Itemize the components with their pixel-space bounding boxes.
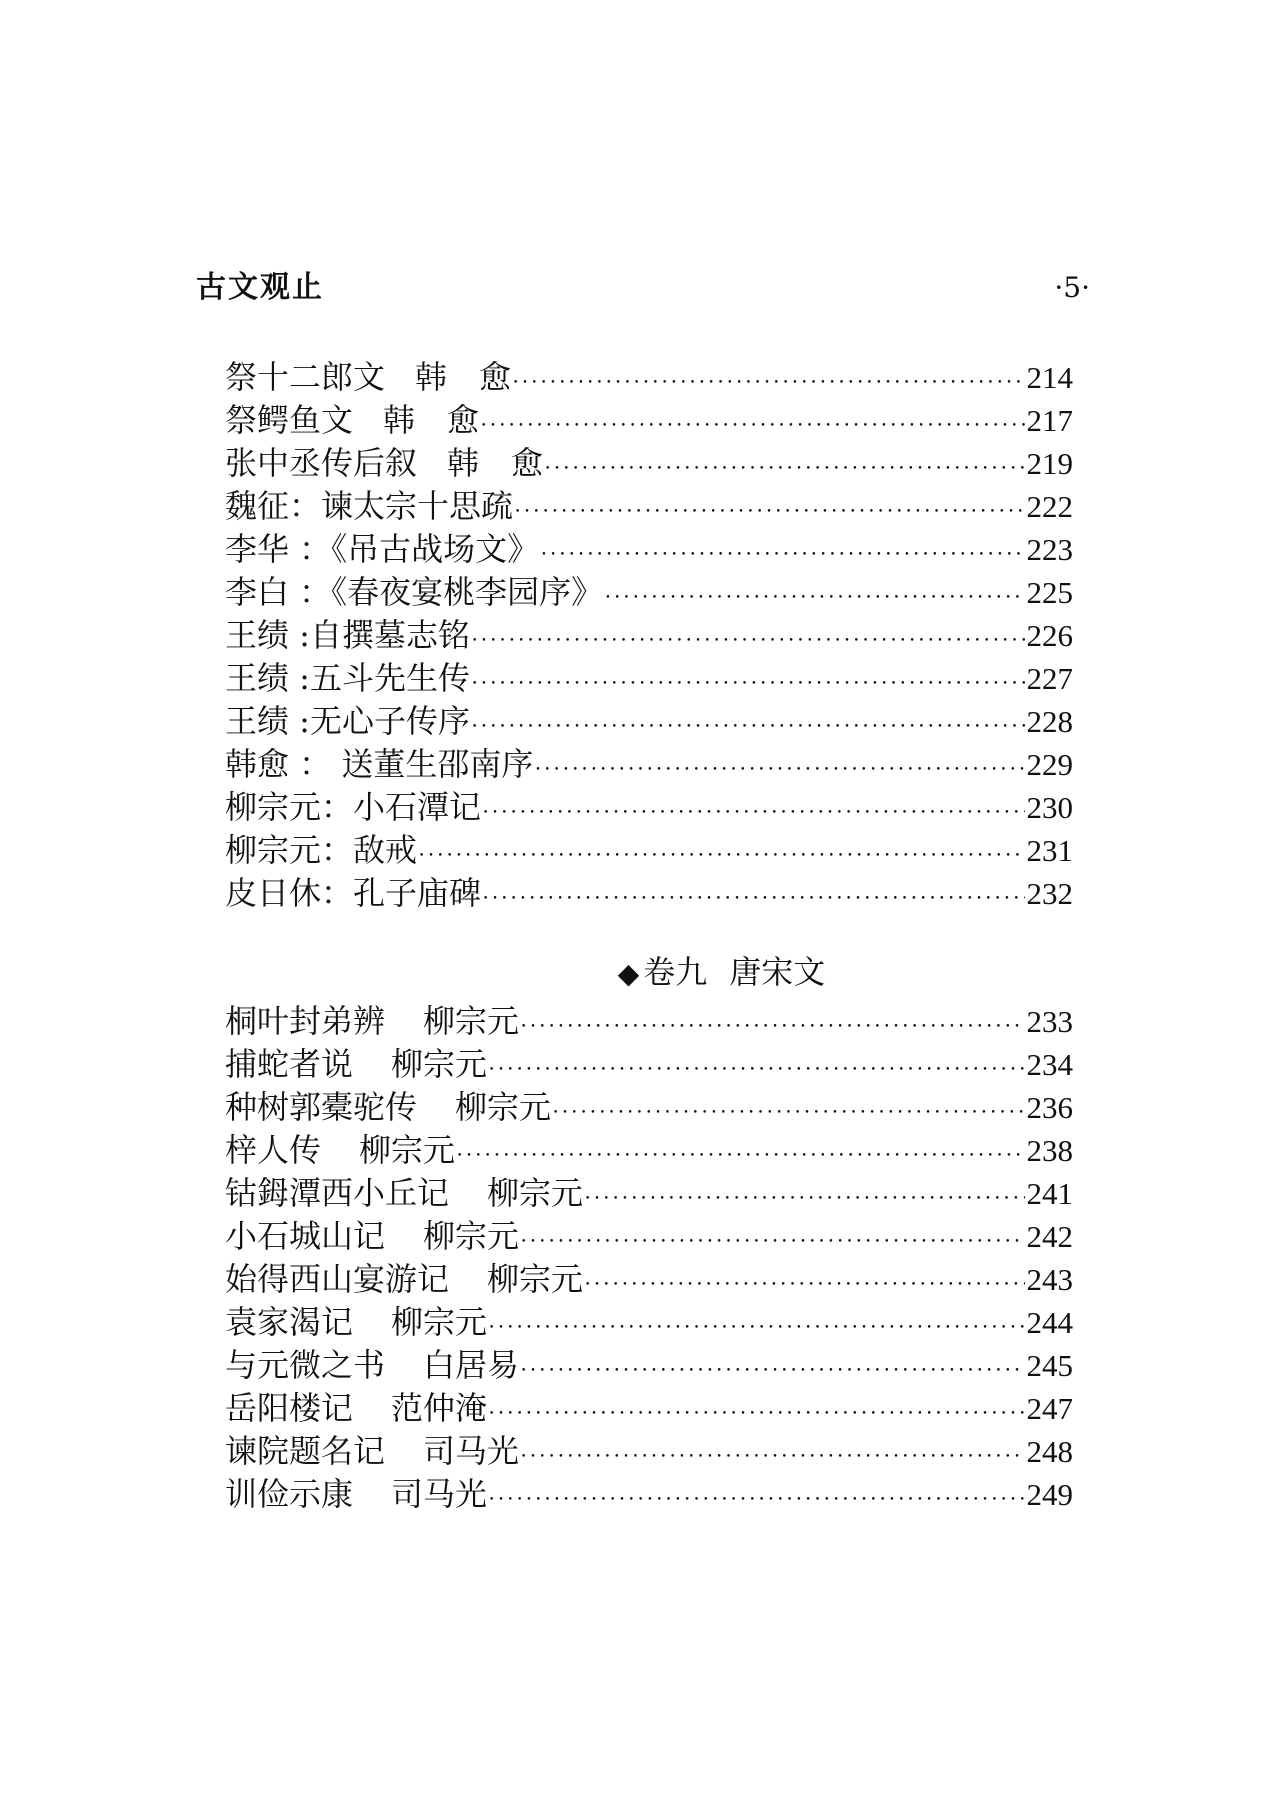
- dot-leader: [472, 615, 1025, 663]
- toc-entry[interactable]: [225, 1258, 1073, 1301]
- toc-entry[interactable]: [225, 1301, 1073, 1344]
- toc-entry-page: 249: [1026, 1477, 1073, 1512]
- toc-entry-author: 韩 愈: [447, 444, 544, 482]
- toc-entry-title: 梓人传: [225, 1131, 322, 1169]
- toc-entry-page: 243: [1026, 1262, 1073, 1297]
- toc-entry[interactable]: [225, 872, 1073, 915]
- dot-leader: [489, 1474, 1024, 1522]
- toc-entry[interactable]: [225, 356, 1073, 399]
- toc-entry[interactable]: [225, 614, 1073, 657]
- dot-leader: [521, 1345, 1024, 1393]
- toc-entry-page: 217: [1026, 403, 1073, 438]
- toc-entry-author: 白居易: [423, 1346, 520, 1384]
- toc-entry-title: 李华 ：《吊古战场文》: [225, 530, 540, 568]
- toc-entry-page: 233: [1026, 1004, 1073, 1039]
- dot-leader: [481, 400, 1024, 448]
- toc-entry-title: 岳阳楼记: [225, 1389, 354, 1427]
- dot-leader: [521, 1431, 1024, 1479]
- toc-entry-page: 223: [1026, 532, 1073, 567]
- toc-entry-page: 225: [1026, 575, 1073, 610]
- toc-entry[interactable]: [225, 786, 1073, 829]
- toc-entry-title: 与元微之书: [225, 1346, 386, 1384]
- dot-leader: [472, 701, 1025, 749]
- toc-entry-page: 248: [1026, 1434, 1073, 1469]
- toc-entry-author: 柳宗元: [487, 1174, 584, 1212]
- toc-entry[interactable]: [225, 1043, 1073, 1086]
- toc-entry-title: 训俭示康: [225, 1475, 354, 1513]
- toc-entry[interactable]: [225, 1215, 1073, 1258]
- toc-entry[interactable]: [225, 571, 1073, 614]
- toc-entry-title: 柳宗元：敌戒: [225, 831, 418, 869]
- toc-entry-title: 柳宗元：小石潭记: [225, 788, 482, 826]
- toc-entry-page: 227: [1026, 661, 1073, 696]
- toc-entry-page: 230: [1026, 790, 1073, 825]
- dot-leader: [605, 572, 1024, 620]
- toc-entry[interactable]: [225, 700, 1073, 743]
- toc-entry-title: 祭十二郎文: [225, 358, 386, 396]
- toc-entry-page: 214: [1026, 360, 1073, 395]
- dot-leader: [521, 1001, 1024, 1049]
- toc-entry-page: 222: [1026, 489, 1073, 524]
- toc-entry-title: 皮日休：孔子庙碑: [225, 874, 482, 912]
- dot-leader: [541, 529, 1024, 577]
- toc-entry-page: 241: [1026, 1176, 1073, 1211]
- toc-entry-page: 226: [1026, 618, 1073, 653]
- dot-leader: [513, 357, 1024, 405]
- toc-entry-author: 司马光: [423, 1432, 520, 1470]
- dot-leader: [585, 1173, 1024, 1221]
- dot-leader: [553, 1087, 1024, 1135]
- dot-leader: [457, 1130, 1024, 1178]
- section-name: 唐宋文: [729, 953, 826, 991]
- dot-leader: [535, 744, 1024, 792]
- book-title: 古文观止: [196, 270, 324, 305]
- toc-entry[interactable]: [225, 1344, 1073, 1387]
- toc-entry-title: 小石城山记: [225, 1217, 386, 1255]
- toc-entry-author: 柳宗元: [423, 1002, 520, 1040]
- toc-entry-page: 236: [1026, 1090, 1073, 1125]
- page-number: ·5·: [1054, 271, 1090, 304]
- toc-entry-page: 242: [1026, 1219, 1073, 1254]
- toc-entry-title: 始得西山宴游记: [225, 1260, 450, 1298]
- toc-list-part1: [225, 356, 1073, 915]
- dot-leader: [419, 830, 1024, 878]
- toc-entry-title: 魏征：谏太宗十思疏: [225, 487, 514, 525]
- toc-entry-title: 钴鉧潭西小丘记: [225, 1174, 450, 1212]
- toc-entry-author: 柳宗元: [423, 1217, 520, 1255]
- toc-entry-title: 张中丞传后叙: [225, 444, 418, 482]
- dot-leader: [521, 1216, 1024, 1264]
- toc-entry[interactable]: [225, 1172, 1073, 1215]
- toc-entry-title: 桐叶封弟辨: [225, 1002, 386, 1040]
- toc-entry-title: 李白 ：《春夜宴桃李园序》: [225, 573, 604, 611]
- section-heading: [0, 950, 1283, 996]
- toc-entry-author: 柳宗元: [455, 1088, 552, 1126]
- toc-entry-title: 袁家渴记: [225, 1303, 354, 1341]
- toc-entry-page: 234: [1026, 1047, 1073, 1082]
- toc-entry-page: 238: [1026, 1133, 1073, 1168]
- toc-entry-page: 231: [1026, 833, 1073, 868]
- toc-entry-author: 韩 愈: [415, 358, 512, 396]
- toc-entry[interactable]: [225, 442, 1073, 485]
- toc-entry-title: 王绩 :自撰墓志铭: [225, 616, 470, 654]
- toc-entry-title: 祭鳄鱼文: [225, 401, 354, 439]
- toc-entry-page: 244: [1026, 1305, 1073, 1340]
- toc-entry-page: 229: [1026, 747, 1073, 782]
- toc-entry[interactable]: [225, 1430, 1073, 1473]
- dot-leader: [489, 1388, 1024, 1436]
- toc-entry-page: 245: [1026, 1348, 1073, 1383]
- toc-entry-title: 种树郭橐驼传: [225, 1088, 418, 1126]
- toc-entry[interactable]: [225, 1000, 1073, 1043]
- toc-entry-author: 司马光: [391, 1475, 488, 1513]
- toc-entry[interactable]: [225, 399, 1073, 442]
- dot-leader: [472, 658, 1025, 706]
- toc-entry-title: 谏院题名记: [225, 1432, 386, 1470]
- toc-entry-author: 柳宗元: [487, 1260, 584, 1298]
- dot-leader: [483, 873, 1024, 921]
- toc-entry[interactable]: [225, 1387, 1073, 1430]
- toc-entry-author: 范仲淹: [391, 1389, 488, 1427]
- dot-leader: [545, 443, 1024, 491]
- toc-entry-title: 韩愈 ： 送董生邵南序: [225, 745, 534, 783]
- toc-entry-author: 柳宗元: [391, 1303, 488, 1341]
- diamond-icon: ◆: [617, 957, 640, 990]
- toc-entry-title: 王绩 :无心子传序: [225, 702, 470, 740]
- toc-entry[interactable]: [225, 657, 1073, 700]
- toc-entry[interactable]: [225, 1086, 1073, 1129]
- toc-entry[interactable]: [225, 485, 1073, 528]
- toc-entry[interactable]: [225, 743, 1073, 786]
- toc-entry[interactable]: [225, 829, 1073, 872]
- toc-entry-page: 228: [1026, 704, 1073, 739]
- dot-leader: [585, 1259, 1024, 1307]
- toc-entry-page: 247: [1026, 1391, 1073, 1426]
- toc-entry[interactable]: [225, 1129, 1073, 1172]
- dot-leader: [515, 486, 1024, 534]
- toc-entry[interactable]: [225, 528, 1073, 571]
- toc-entry-author: 韩 愈: [383, 401, 480, 439]
- dot-leader: [489, 1044, 1024, 1092]
- toc-entry-author: 柳宗元: [359, 1131, 456, 1169]
- toc-list-part2: [225, 1000, 1073, 1516]
- toc-entry-title: 捕蛇者说: [225, 1045, 354, 1083]
- section-volume: 卷九: [643, 953, 708, 991]
- page-header: [196, 268, 1090, 308]
- dot-leader: [483, 787, 1024, 835]
- toc-entry-author: 柳宗元: [391, 1045, 488, 1083]
- toc-entry[interactable]: [225, 1473, 1073, 1516]
- toc-entry-page: 219: [1026, 446, 1073, 481]
- toc-entry-page: 232: [1026, 876, 1073, 911]
- dot-leader: [489, 1302, 1024, 1350]
- toc-entry-title: 王绩 :五斗先生传: [225, 659, 470, 697]
